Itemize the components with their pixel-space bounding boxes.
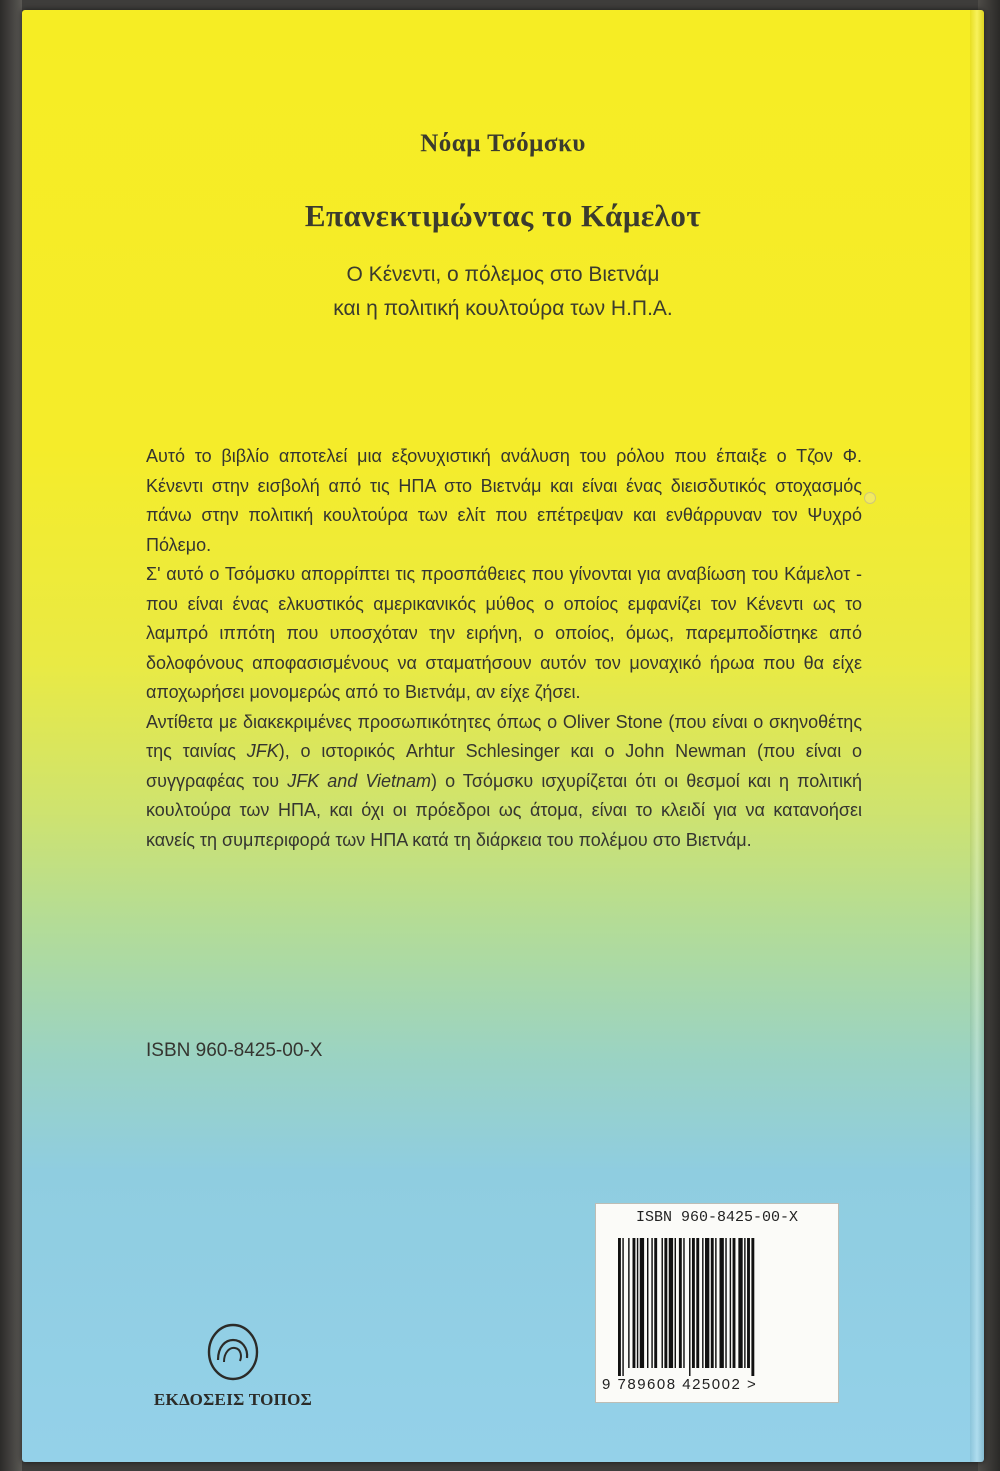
blurb-paragraph-1: Αυτό το βιβλίο αποτελεί μια εξονυχιστική ανάλυση του ρόλου που έπαιξε ο Τζον Φ. Κένεντι στην εισβολή από τις ΗΠΑ στο Βιετνάμ και είναι ένας διεισδυτικός στοχασμός πάνω στην πολιτική κουλτούρα των ελίτ που επέτρεψαν και ενθάρρυναν τον Ψυχρό Πόλεμο. [146, 446, 862, 555]
table-surface-left [0, 0, 22, 1471]
book-back-cover [22, 10, 984, 1462]
author-name: Νόαμ Τσόμσκυ [420, 130, 586, 157]
subtitle-line-1: Ο Κένεντι, ο πόλεμος στο Βιετνάμ [346, 263, 660, 286]
blurb-p3-part-c: ) ο Τσόμσκυ ισχυρίζεται ότι οι θεσμοί και η πολιτική κουλτούρα των ΗΠΑ, και όχι οι πρόεδροι ως άτομα, είναι το κλειδί για να κατανοήσει κανείς τη συμπεριφορά των ΗΠΑ κατά τη διάρκεια του πολέμου στο Βιετνάμ. [146, 770, 863, 850]
blurb-p3-part-a: Αντίθετα με διακεκριμένες προσωπικότητες όπως ο Oliver Stone (που είναι ο σκηνοθέτης της ταινίας [146, 711, 862, 761]
barcode-bars [618, 1238, 816, 1376]
book-title: Επανεκτιμώντας το Κάμελοτ [304, 198, 702, 233]
publisher-name: ΕΚΔΟΣΕΙΣ ΤΟΠΟΣ [153, 1390, 313, 1409]
blurb-p3-part-b: ), ο ιστορικός Arhtur Schlesinger και ο John Newman (που είναι ο συγγραφέας του [146, 741, 863, 791]
blurb [146, 442, 862, 855]
barcode-digits: 9 789608 425002 > [602, 1376, 758, 1393]
blurb-p3-film-title: JFK [246, 741, 279, 761]
blurb-p3-book-title: JFK and Vietnam [287, 770, 432, 791]
blurb-paragraph-3 [146, 708, 862, 856]
barcode-box [595, 1203, 839, 1403]
barcode-isbn-label: ISBN 960-8425-00-X [635, 1209, 799, 1226]
cover-speck [864, 492, 876, 504]
subtitle-line-2: και η πολιτική κουλτούρα των Η.Π.Α. [333, 297, 673, 320]
publisher-logo-icon [204, 1320, 262, 1382]
blurb-paragraph-2: Σ' αυτό ο Τσόμσκυ απορρίπτει τις προσπάθειες που γίνονται για αναβίωση του Κάμελοτ - που είναι ένας ελκυστικός αμερικανικός μύθος ο οποίος εμφανίζει τον Κένεντι ως το λαμπρό ιππότη που υποσχόταν την ειρήνη, ο οποίος, όμως, παρεμποδίστηκε από δολοφόνους αποφασισμένους να σταματήσουν αυτόν τον μοναχικό ήρωα που θα είχε αποχωρήσει μονομερώς από το Βιετνάμ, αν είχε ζήσει. [146, 564, 862, 702]
isbn-text: ISBN 960-8425-00-X [146, 1040, 323, 1061]
